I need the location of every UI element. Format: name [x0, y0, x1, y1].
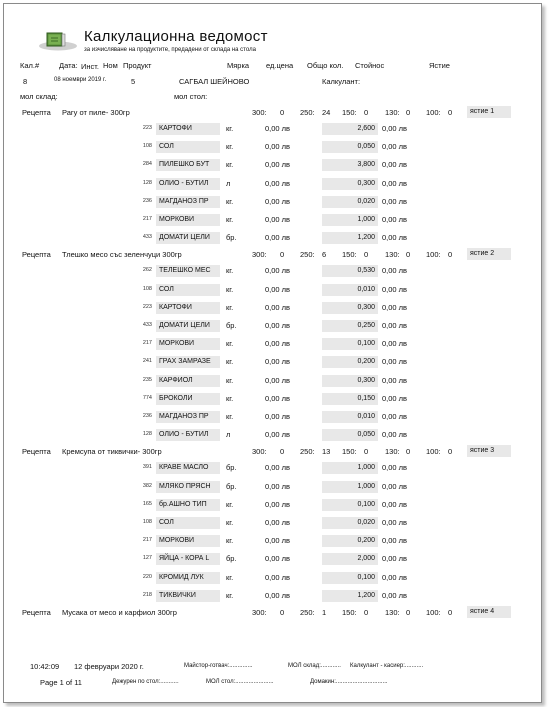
product-row [4, 230, 541, 248]
product-qty: 0,300 [322, 178, 378, 190]
product-name: ОЛИО - БУТИЛ [156, 178, 220, 190]
product-value: 0,00 лв [381, 215, 407, 224]
product-code: 236 [142, 197, 152, 204]
product-unit: кг. [226, 393, 234, 403]
product-name: МАГДАНОЗ ПР [156, 411, 220, 423]
portion-count: 1 [322, 608, 327, 617]
product-qty: 0,100 [322, 499, 378, 511]
col-nom: Ном [103, 61, 118, 70]
product-row [4, 194, 541, 212]
portion-count: 300: [252, 447, 267, 457]
page-title: Калкулационна ведомост [84, 28, 268, 45]
product-row [4, 282, 541, 300]
product-row [4, 570, 541, 588]
col-measure: Мярка [227, 61, 250, 70]
product-code: 774 [142, 394, 152, 401]
portion-count: 0 [364, 108, 369, 117]
product-code: 108 [142, 143, 152, 150]
portion-count: 250: [300, 108, 315, 117]
product-price: 0,00 лв [264, 357, 290, 367]
product-value: 0,00 лв [381, 196, 407, 206]
portion-count: 300: [252, 608, 267, 617]
product-unit: кг. [226, 215, 234, 224]
product-name: КРАВЕ МАСЛО [156, 462, 220, 474]
product-unit: кг. [226, 572, 234, 582]
portion-count: 0 [364, 250, 369, 260]
product-value: 0,00 лв [381, 536, 407, 546]
product-row [4, 157, 541, 175]
recipe-name: Кремсупа от тиквички- 300гр [62, 447, 162, 457]
footer-mol-store: МОЛ склад:............ [288, 663, 341, 669]
product-name: МОРКОВИ [156, 535, 220, 547]
product-price: 0,00 лв [264, 233, 290, 243]
product-code: 236 [142, 413, 152, 419]
product-name: БРОКОЛИ [156, 393, 220, 405]
product-row [4, 479, 541, 497]
col-product: Продукт [123, 61, 152, 70]
product-row [4, 139, 541, 157]
product-price: 0,00 лв [264, 518, 290, 527]
footer-mol-canteen: МОЛ стол:....................... [206, 679, 274, 685]
product-unit: кг. [226, 375, 234, 385]
product-code: 108 [142, 285, 152, 292]
product-value: 0,00 лв [381, 160, 407, 170]
product-price: 0,00 лв [264, 481, 290, 491]
product-value: 0,00 лв [381, 284, 407, 294]
col-total-qty: Общо кол. [307, 61, 344, 70]
product-qty: 0,250 [322, 320, 378, 332]
product-row [4, 336, 541, 354]
product-price: 0,00 лв [264, 178, 290, 188]
product-code: 262 [142, 267, 152, 274]
product-value: 0,00 лв [381, 393, 407, 403]
product-price: 0,00 лв [264, 266, 290, 276]
footer-chef: Майстор-готвач:.............. [184, 663, 253, 669]
product-name: ПИЛЕШКО БУТ [156, 159, 220, 171]
product-unit: бр. [226, 463, 237, 473]
product-price: 0,00 лв [264, 284, 290, 294]
portion-count: 130: [385, 250, 400, 260]
product-name: КРОМИД ЛУК [156, 572, 220, 584]
portion-count: 100: [426, 447, 441, 457]
portion-count: 0 [406, 108, 411, 117]
product-unit: л [226, 430, 231, 440]
product-value: 0,00 лв [381, 518, 407, 527]
calc-label: Калкулант: [322, 77, 361, 86]
product-name: КАРТОФИ [156, 123, 220, 135]
product-price: 0,00 лв [264, 321, 290, 330]
recipe-name: Тлешко месо със зеленчуци 300гр [62, 250, 182, 260]
product-code: 217 [142, 537, 152, 544]
portion-count: 150: [342, 108, 357, 117]
portion-count: 0 [448, 108, 453, 117]
recipe-label: Рецепта [22, 250, 51, 260]
product-name: ДОМАТИ ЦЕЛИ [156, 320, 220, 332]
recipe-label: Рецепта [22, 608, 51, 617]
portion-count: 0 [406, 250, 411, 260]
portion-count: 150: [342, 608, 357, 617]
inst-value: 5 [131, 77, 136, 86]
product-unit: кг. [226, 357, 234, 367]
product-value: 0,00 лв [381, 375, 407, 385]
col-value: Стойнос [355, 61, 385, 70]
product-code: 127 [142, 555, 152, 562]
portion-count: 100: [426, 108, 441, 117]
product-qty: 1,000 [322, 214, 378, 226]
portion-count: 250: [300, 250, 315, 260]
product-name: МЛЯКО ПРЯСН [156, 481, 220, 493]
product-unit: кг. [226, 412, 234, 421]
footer-calc-cashier: Калкулант - касиер:........... [350, 663, 424, 669]
product-price: 0,00 лв [264, 302, 290, 312]
product-name: ТИКВИЧКИ [156, 590, 220, 602]
product-name: СОЛ [156, 141, 220, 153]
report-page [3, 3, 542, 703]
portion-count: 250: [300, 608, 315, 617]
col-dish: Ястие [429, 61, 450, 70]
product-unit: кг. [226, 499, 234, 509]
product-qty: 0,020 [322, 517, 378, 529]
product-price: 0,00 лв [264, 339, 290, 349]
portion-count: 0 [280, 447, 285, 457]
product-unit: бр. [226, 233, 237, 243]
product-row [4, 212, 541, 230]
product-value: 0,00 лв [381, 321, 407, 330]
product-name: СОЛ [156, 284, 220, 296]
portion-count: 100: [426, 250, 441, 260]
product-value: 0,00 лв [381, 339, 407, 349]
portion-count: 0 [448, 447, 453, 457]
product-row [4, 121, 541, 139]
product-name: СОЛ [156, 517, 220, 529]
dish-badge: ястие 3 [467, 445, 511, 457]
product-name: МАГДАНОЗ ПР [156, 196, 220, 208]
product-price: 0,00 лв [264, 393, 290, 403]
product-name: МОРКОВИ [156, 214, 220, 226]
portion-count: 130: [385, 108, 400, 117]
product-row [4, 318, 541, 336]
footer-time: 10:42:09 [30, 662, 60, 671]
footer-household: Домакин:............................... [310, 679, 388, 685]
recipe-header [4, 249, 541, 261]
page-subtitle: за изчисляване на продуктите, предадени от склада на стола [84, 47, 256, 53]
footer-page: Page 1 of 11 [40, 678, 82, 687]
portion-count: 250: [300, 447, 315, 457]
product-row [4, 176, 541, 194]
portion-count: 0 [406, 608, 411, 617]
recipe-name: Мусака от месо и карфиол 300гр [62, 608, 177, 617]
product-price: 0,00 лв [264, 590, 290, 600]
product-unit: кг. [226, 339, 234, 349]
product-code: 128 [142, 431, 152, 438]
product-name: ТЕЛЕШКО МЕС [156, 265, 220, 277]
product-row [4, 497, 541, 515]
product-value: 0,00 лв [381, 412, 407, 421]
product-row [4, 354, 541, 372]
product-unit: кг. [226, 536, 234, 546]
product-qty: 1,200 [322, 232, 378, 244]
recipe-label: Рецепта [22, 108, 51, 117]
product-code: 391 [142, 464, 152, 471]
product-price: 0,00 лв [264, 160, 290, 170]
portion-count: 0 [280, 608, 285, 617]
product-price: 0,00 лв [264, 215, 290, 224]
product-unit: кг. [226, 196, 234, 206]
col-unit-price: ед.цена [266, 61, 294, 70]
product-value: 0,00 лв [381, 142, 407, 152]
product-qty: 0,100 [322, 338, 378, 350]
product-qty: 0,010 [322, 284, 378, 296]
product-qty: 2,000 [322, 553, 378, 565]
product-code: 235 [142, 376, 152, 383]
portion-count: 0 [280, 250, 285, 260]
product-price: 0,00 лв [264, 499, 290, 509]
product-row [4, 515, 541, 533]
product-code: 220 [142, 573, 152, 580]
recipe-header [4, 107, 541, 119]
product-code: 218 [142, 591, 152, 598]
product-unit: л [226, 178, 231, 188]
portion-count: 130: [385, 447, 400, 457]
recipe-header [4, 446, 541, 458]
product-price: 0,00 лв [264, 430, 290, 440]
product-qty: 0,050 [322, 429, 378, 441]
portion-count: 130: [385, 608, 400, 617]
footer-canteen-duty: Дежурен по стол:........... [112, 679, 179, 685]
product-row [4, 460, 541, 478]
recipe-label: Рецепта [22, 447, 51, 457]
product-unit: бр. [226, 554, 237, 564]
product-row [4, 588, 541, 606]
recipe-name: Рагу от пиле- 300гр [62, 108, 130, 117]
product-value: 0,00 лв [381, 357, 407, 367]
product-value: 0,00 лв [381, 590, 407, 600]
col-date: Дата: [59, 61, 78, 70]
footer-date: 12 февруари 2020 г. [74, 662, 144, 671]
product-value: 0,00 лв [381, 302, 407, 312]
product-name: КАРФИОЛ [156, 375, 220, 387]
portion-count: 300: [252, 108, 267, 117]
dish-badge: ястие 4 [467, 606, 511, 618]
product-price: 0,00 лв [264, 536, 290, 546]
dish-badge: ястие 1 [467, 106, 511, 118]
portion-count: 0 [448, 250, 453, 260]
product-code: 433 [142, 234, 152, 241]
date-value: 08 ноември 2019 г. [54, 77, 107, 83]
portion-count: 13 [322, 447, 331, 457]
portion-count: 150: [342, 250, 357, 260]
product-value: 0,00 лв [381, 499, 407, 509]
product-row [4, 533, 541, 551]
product-row [4, 391, 541, 409]
product-code: 284 [142, 161, 152, 168]
product-name: ГРАХ ЗАМРАЗЕ [156, 356, 220, 368]
mol-canteen-label: мол стол: [174, 92, 208, 101]
product-price: 0,00 лв [264, 463, 290, 473]
product-row [4, 409, 541, 427]
product-qty: 0,530 [322, 265, 378, 277]
product-qty: 0,050 [322, 141, 378, 153]
product-value: 0,00 лв [381, 233, 407, 243]
portion-count: 0 [280, 108, 285, 117]
product-row [4, 427, 541, 445]
portion-count: 6 [322, 250, 327, 260]
product-qty: 0,300 [322, 302, 378, 314]
kal-value: 8 [23, 77, 28, 86]
portion-count: 24 [322, 108, 331, 117]
dish-badge: ястие 2 [467, 248, 511, 260]
portion-count: 0 [406, 447, 411, 457]
product-name: КАРТОФИ [156, 302, 220, 314]
product-qty: 0,010 [322, 411, 378, 423]
institution-name: САГБАЛ ШЕЙНОВО [179, 77, 250, 86]
product-qty: 0,200 [322, 356, 378, 368]
product-unit: бр. [226, 481, 237, 491]
product-qty: 1,000 [322, 462, 378, 474]
product-qty: 2,600 [322, 123, 378, 135]
product-price: 0,00 лв [264, 142, 290, 152]
product-price: 0,00 лв [264, 554, 290, 564]
product-qty: 3,800 [322, 159, 378, 171]
product-code: 217 [142, 216, 152, 222]
product-qty: 0,020 [322, 196, 378, 208]
portion-count: 100: [426, 608, 441, 617]
product-unit: кг. [226, 590, 234, 600]
product-row [4, 373, 541, 391]
product-code: 108 [142, 519, 152, 525]
product-qty: 0,150 [322, 393, 378, 405]
product-unit: кг. [226, 266, 234, 276]
product-qty: 1,000 [322, 481, 378, 493]
product-name: бр.АШНО ТИП [156, 499, 220, 511]
product-value: 0,00 лв [381, 430, 407, 440]
mol-store-label: мол склад: [20, 92, 58, 101]
product-name: МОРКОВИ [156, 338, 220, 350]
product-row [4, 263, 541, 281]
product-name: ЯЙЦА - КОРА L [156, 553, 220, 565]
product-name: ДОМАТИ ЦЕЛИ [156, 232, 220, 244]
product-qty: 0,100 [322, 572, 378, 584]
portion-count: 300: [252, 250, 267, 260]
product-price: 0,00 лв [264, 412, 290, 421]
product-unit: кг. [226, 284, 234, 294]
product-value: 0,00 лв [381, 572, 407, 582]
portion-count: 0 [364, 447, 369, 457]
product-unit: бр. [226, 321, 237, 330]
col-kal: Кал.# [20, 61, 40, 70]
product-value: 0,00 лв [381, 124, 407, 133]
product-price: 0,00 лв [264, 375, 290, 385]
product-code: 382 [142, 482, 152, 489]
portion-count: 0 [448, 608, 453, 617]
product-code: 223 [142, 125, 152, 131]
product-unit: кг. [226, 518, 234, 527]
product-code: 241 [142, 358, 152, 365]
ledger-book-icon [38, 31, 78, 51]
product-code: 217 [142, 340, 152, 347]
product-code: 223 [142, 303, 152, 310]
product-unit: кг. [226, 302, 234, 312]
product-row [4, 300, 541, 318]
product-unit: кг. [226, 160, 234, 170]
portion-count: 0 [364, 608, 369, 617]
product-qty: 0,300 [322, 375, 378, 387]
product-value: 0,00 лв [381, 266, 407, 276]
product-row [4, 551, 541, 569]
product-qty: 1,200 [322, 590, 378, 602]
product-value: 0,00 лв [381, 178, 407, 188]
product-value: 0,00 лв [381, 481, 407, 491]
product-price: 0,00 лв [264, 196, 290, 206]
product-price: 0,00 лв [264, 572, 290, 582]
product-value: 0,00 лв [381, 463, 407, 473]
recipe-header [4, 607, 541, 619]
product-code: 433 [142, 322, 152, 328]
product-code: 128 [142, 179, 152, 186]
portion-count: 150: [342, 447, 357, 457]
product-code: 165 [142, 500, 152, 507]
product-qty: 0,200 [322, 535, 378, 547]
product-price: 0,00 лв [264, 124, 290, 133]
product-unit: кг. [226, 124, 234, 133]
product-unit: кг. [226, 142, 234, 152]
product-value: 0,00 лв [381, 554, 407, 564]
col-inst: Инст. [81, 62, 99, 71]
product-name: ОЛИО - БУТИЛ [156, 429, 220, 441]
